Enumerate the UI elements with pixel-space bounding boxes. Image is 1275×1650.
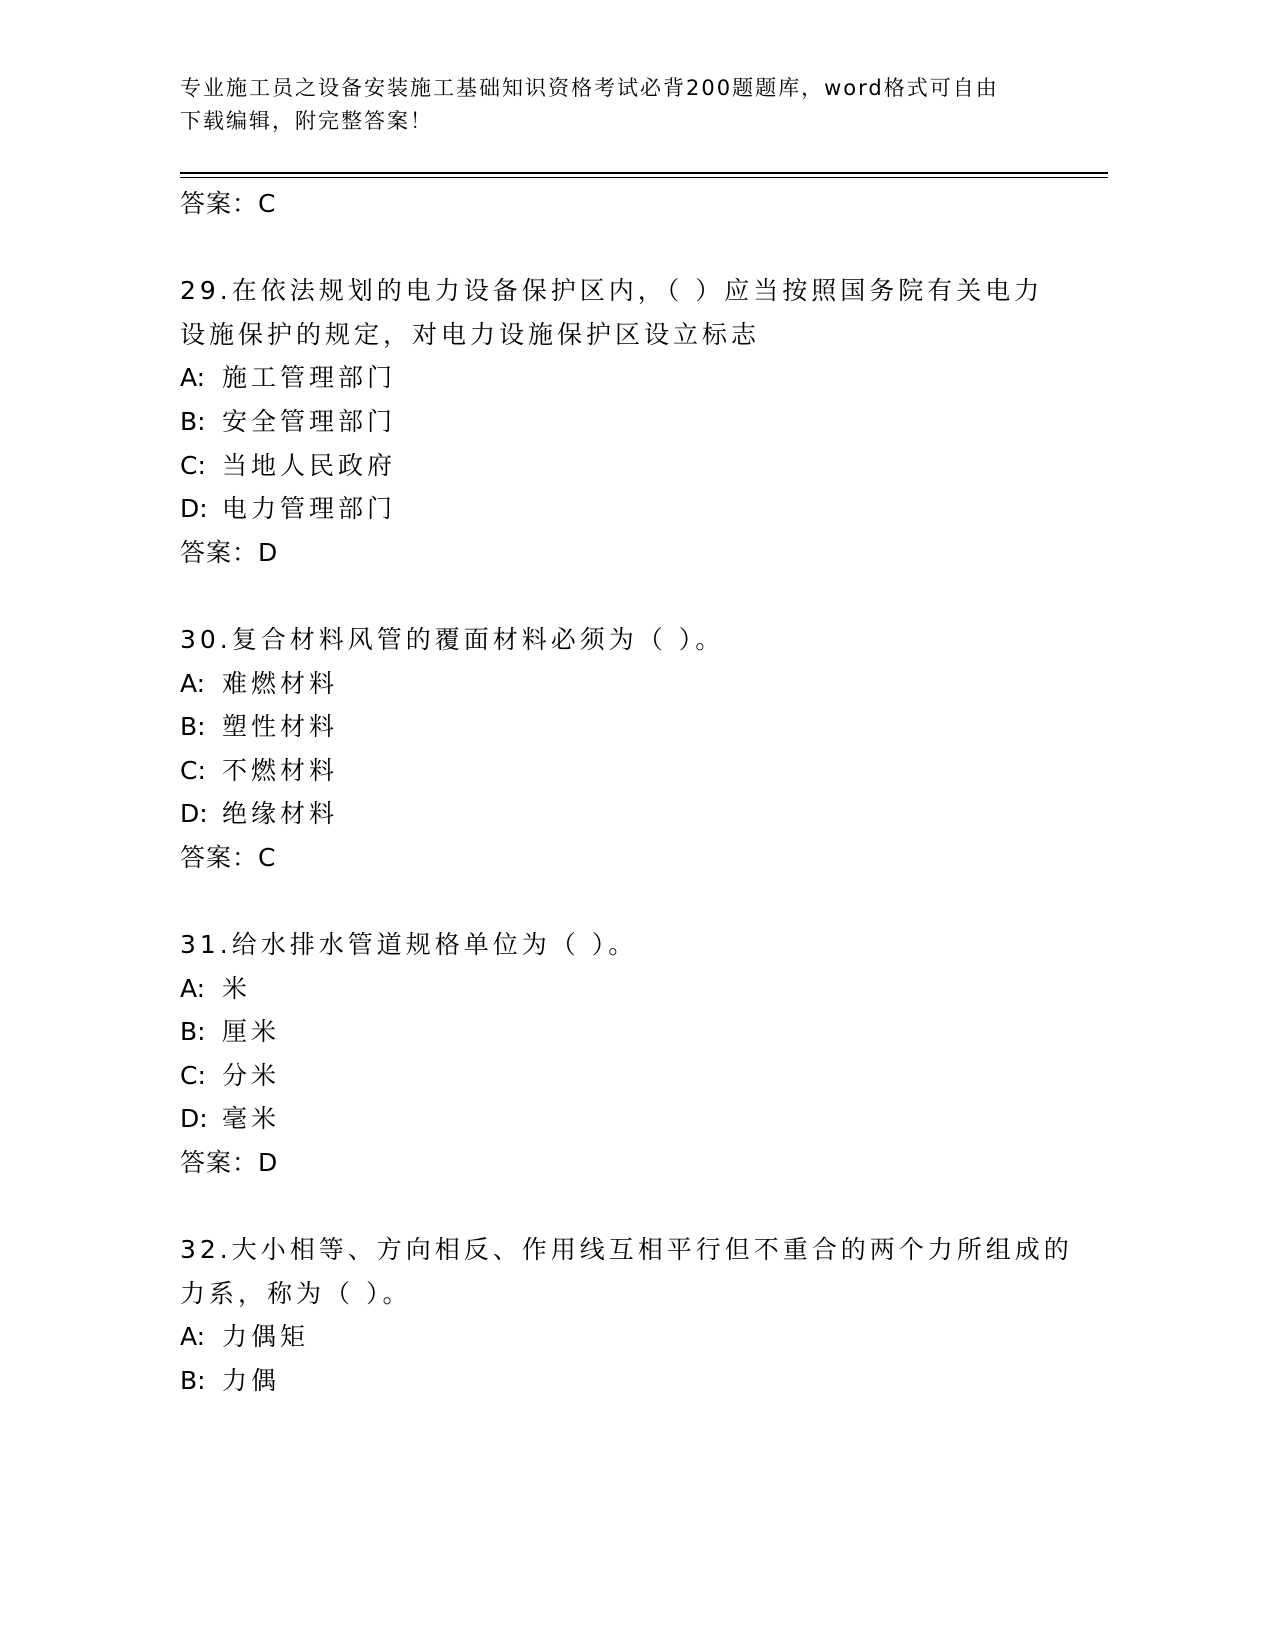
option-c xyxy=(180,444,1080,488)
option-b xyxy=(180,400,1080,444)
option-d xyxy=(180,1097,1080,1141)
question-stem: 设施保护的规定，对电力设施保护区设立标志 xyxy=(180,319,761,349)
option-text: 分米 xyxy=(222,1060,281,1090)
option-b xyxy=(180,705,1080,749)
document-header xyxy=(180,72,1080,138)
option-text: 难燃材料 xyxy=(222,668,339,698)
header-rule-thin xyxy=(180,177,1108,178)
option-a xyxy=(180,662,1080,706)
option-text: 米 xyxy=(222,973,252,1003)
answer-line: 答案：C xyxy=(180,842,277,872)
question-stem: 29.在依法规划的电力设备保护区内，（ ）应当按照国务院有关电力 xyxy=(180,276,1044,306)
question-stem: 力系，称为（ ）。 xyxy=(180,1278,412,1308)
option-letter: C: xyxy=(180,755,206,785)
option-text: 力偶矩 xyxy=(222,1322,310,1352)
option-letter: D: xyxy=(180,799,208,829)
question-stem: 30.复合材料风管的覆面材料必须为（ ）。 xyxy=(180,624,725,654)
option-a xyxy=(180,967,1080,1011)
option-text: 绝缘材料 xyxy=(222,799,339,829)
option-a xyxy=(180,356,1080,400)
question-31 xyxy=(180,923,1080,1185)
question-32 xyxy=(180,1228,1080,1402)
option-letter: A: xyxy=(180,1322,206,1352)
option-letter: D: xyxy=(180,494,208,524)
option-letter: B: xyxy=(180,712,206,742)
option-letter: A: xyxy=(180,363,206,393)
option-letter: B: xyxy=(180,1017,206,1047)
option-letter: D: xyxy=(180,1104,208,1134)
option-text: 当地人民政府 xyxy=(222,450,397,480)
question-list xyxy=(180,182,1080,1403)
option-d xyxy=(180,487,1080,531)
option-a xyxy=(180,1315,1080,1359)
option-letter: C: xyxy=(180,450,206,480)
answer-line: 答案：D xyxy=(180,537,279,567)
option-b xyxy=(180,1359,1080,1403)
question-stem: 31.给水排水管道规格单位为（ ）。 xyxy=(180,930,638,960)
option-letter: B: xyxy=(180,1366,206,1396)
header-line-2: 下载编辑，附完整答案！ xyxy=(180,109,433,133)
header-line-1: 专业施工员之设备安装施工基础知识资格考试必背200题题库，word格式可自由 xyxy=(180,76,999,100)
option-c xyxy=(180,749,1080,793)
option-c xyxy=(180,1054,1080,1098)
option-text: 塑性材料 xyxy=(222,712,339,742)
option-text: 厘米 xyxy=(222,1017,281,1047)
option-text: 毫米 xyxy=(222,1104,281,1134)
option-text: 力偶 xyxy=(222,1366,281,1396)
answer-line: 答案：D xyxy=(180,1148,279,1178)
question-30 xyxy=(180,618,1080,880)
answer-line: 答案：C xyxy=(180,189,277,218)
option-b xyxy=(180,1010,1080,1054)
option-text: 不燃材料 xyxy=(222,755,339,785)
option-letter: C: xyxy=(180,1060,206,1090)
option-text: 施工管理部门 xyxy=(222,363,397,393)
option-letter: A: xyxy=(180,973,206,1003)
question-29 xyxy=(180,269,1080,574)
question-stem: 32.大小相等、方向相反、作用线互相平行但不重合的两个力所组成的 xyxy=(180,1235,1073,1265)
option-letter: A: xyxy=(180,668,206,698)
option-text: 安全管理部门 xyxy=(222,406,397,436)
header-rule-thick xyxy=(180,172,1108,174)
option-text: 电力管理部门 xyxy=(222,494,397,524)
option-letter: B: xyxy=(180,406,206,436)
option-d xyxy=(180,792,1080,836)
